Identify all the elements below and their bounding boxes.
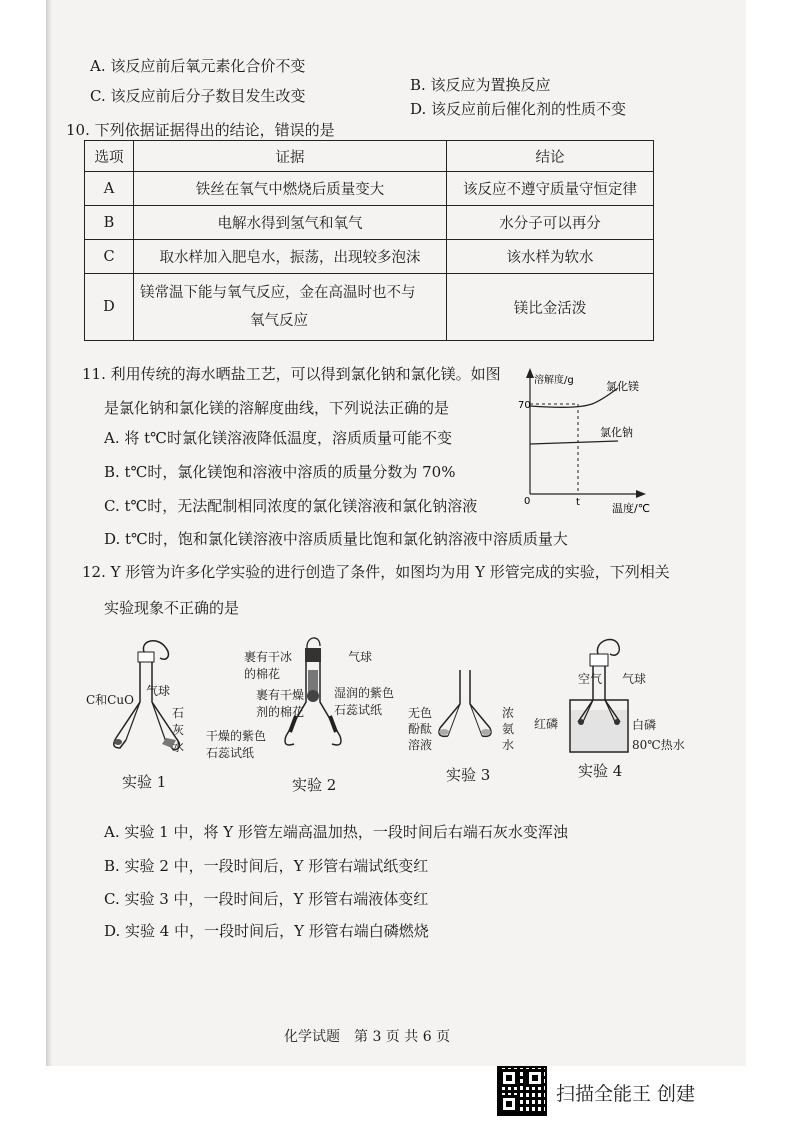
row-conclusion: 镁比金活泼 bbox=[447, 274, 654, 341]
balloon-icon bbox=[597, 639, 619, 655]
table-row bbox=[85, 172, 654, 206]
row-evidence: 取水样加入肥皂水，振荡，出现较多泡沫 bbox=[134, 240, 447, 274]
row-option: C bbox=[85, 240, 134, 274]
exp3-ammonia-2: 氨 bbox=[502, 722, 515, 736]
q12-option-d: D. 实验 4 中，一段时间后，Y 形管右端白磷燃烧 bbox=[104, 922, 429, 940]
exp2-drypaper-1: 干燥的紫色 bbox=[206, 729, 267, 743]
q10-stem: 10. 下列依据证据得出的结论，错误的是 bbox=[66, 121, 335, 139]
exp3-ammonia-1: 浓 bbox=[502, 706, 515, 720]
legend-nacl: 氯化钠 bbox=[600, 426, 633, 439]
header-option: 选项 bbox=[85, 141, 134, 172]
exp2-wet-1: 湿润的紫色 bbox=[334, 686, 395, 700]
q12-stem-line1: 12. Y 形管为许多化学实验的进行创造了条件，如图均为用 Y 形管完成的实验，下列相关 bbox=[82, 563, 670, 581]
y-axis-label: 溶解度/g bbox=[534, 375, 574, 386]
table-header-row bbox=[85, 141, 654, 172]
y-axis-arrow bbox=[526, 368, 534, 378]
origin-label: 0 bbox=[524, 496, 531, 507]
header-conclusion: 结论 bbox=[447, 141, 654, 172]
table-row bbox=[85, 206, 654, 240]
x-tick-t: t bbox=[576, 497, 580, 508]
exp3-phenol-3: 溶液 bbox=[408, 738, 433, 752]
exp3-phenol-1: 无色 bbox=[408, 706, 433, 720]
q11-option-a: A. 将 t℃时氯化镁溶液降低温度，溶质质量可能不变 bbox=[104, 429, 452, 447]
exp1-left-label: C和CuO bbox=[86, 693, 134, 707]
nacl-curve bbox=[530, 441, 618, 444]
exp2-drypaper-2: 石蕊试纸 bbox=[206, 746, 255, 760]
exp2-wet-2: 石蕊试纸 bbox=[334, 703, 383, 717]
balloon-icon bbox=[307, 638, 320, 648]
row-conclusion: 水分子可以再分 bbox=[447, 206, 654, 240]
x-axis-arrow bbox=[636, 490, 646, 498]
exp3-caption: 实验 3 bbox=[446, 766, 491, 784]
exp3-ammonia-3: 水 bbox=[502, 738, 515, 752]
exp1-lime-2: 灰 bbox=[172, 723, 185, 737]
table-row bbox=[85, 274, 654, 341]
evidence-table bbox=[84, 140, 654, 341]
exp1-lime-1: 石 bbox=[172, 706, 185, 720]
exp4-balloon-label: 气球 bbox=[622, 672, 647, 686]
row-evidence-line1: 镁常温下能与氧气反应，金在高温时也不与 bbox=[140, 285, 416, 301]
q9-option-b: B. 该反应为置换反应 bbox=[410, 76, 551, 94]
exp2-dry-1: 裹有干燥 bbox=[256, 688, 305, 702]
q12-stem-line2: 实验现象不正确的是 bbox=[104, 599, 240, 617]
page-footer: 化学试题 第 3 页 共 6 页 bbox=[284, 1029, 451, 1045]
exp1-balloon-label: 气球 bbox=[146, 684, 171, 698]
q11-option-d: D. t℃时，饱和氯化镁溶液中溶质质量比饱和氯化钠溶液中溶质质量大 bbox=[104, 530, 568, 548]
row-evidence: 电解水得到氢气和氧气 bbox=[134, 206, 447, 240]
row-option: B bbox=[85, 206, 134, 240]
x-axis-label: 温度/℃ bbox=[612, 502, 651, 515]
q9-option-d: D. 该反应前后催化剂的性质不变 bbox=[410, 100, 627, 118]
q12-option-a: A. 实验 1 中，将 Y 形管左端高温加热，一段时间后右端石灰水变浑浊 bbox=[104, 823, 568, 841]
solubility-chart bbox=[500, 364, 660, 524]
exp2-balloon-label: 气球 bbox=[348, 650, 373, 664]
scanner-watermark: 扫描全能王 创建 bbox=[556, 1083, 696, 1105]
exp2-ice-1: 裹有干冰 bbox=[244, 650, 293, 664]
q9-option-a: A. 该反应前后氧元素化合价不变 bbox=[90, 57, 306, 75]
row-evidence: 铁丝在氧气中燃烧后质量变大 bbox=[134, 172, 447, 206]
q11-option-c: C. t℃时，无法配制相同浓度的氯化镁溶液和氯化钠溶液 bbox=[104, 497, 478, 515]
q11-stem-line2: 是氯化钠和氯化镁的溶解度曲线，下列说法正确的是 bbox=[104, 399, 450, 417]
legend-mgcl2: 氯化镁 bbox=[606, 380, 639, 393]
exp2-dry-2: 剂的棉花 bbox=[256, 705, 305, 719]
table-row bbox=[85, 240, 654, 274]
y-tick-70: 70 bbox=[518, 400, 531, 411]
header-evidence: 证据 bbox=[134, 141, 447, 172]
exp4-caption: 实验 4 bbox=[578, 762, 623, 780]
row-conclusion: 该反应不遵守质量守恒定律 bbox=[447, 172, 654, 206]
exp1-lime-3: 水 bbox=[172, 740, 185, 754]
exp3-phenol-2: 酚酞 bbox=[408, 722, 433, 736]
q11-stem-line1: 11. 利用传统的海水晒盐工艺，可以得到氯化钠和氯化镁。如图 bbox=[82, 365, 501, 383]
row-evidence bbox=[134, 274, 447, 341]
exp2-ice-2: 的棉花 bbox=[244, 667, 281, 681]
row-evidence-line2: 氧气反应 bbox=[250, 313, 308, 329]
exp2-caption: 实验 2 bbox=[292, 776, 337, 794]
exp1-caption: 实验 1 bbox=[122, 773, 167, 791]
exp4-red-phosphorus: 红磷 bbox=[534, 717, 559, 731]
experiment-3-figure bbox=[432, 660, 502, 750]
row-option: A bbox=[85, 172, 134, 206]
row-conclusion: 该水样为软水 bbox=[447, 240, 654, 274]
exp4-white-phosphorus: 白磷 bbox=[632, 718, 657, 732]
exp4-air-label: 空气 bbox=[578, 672, 603, 686]
q11-option-b: B. t℃时，氯化镁饱和溶液中溶质的质量分数为 70% bbox=[104, 463, 456, 481]
row-option: D bbox=[85, 274, 134, 341]
q12-option-c: C. 实验 3 中，一段时间后，Y 形管右端液体变红 bbox=[104, 890, 429, 908]
q9-option-c: C. 该反应前后分子数目发生改变 bbox=[90, 87, 306, 105]
q12-option-b: B. 实验 2 中，一段时间后，Y 形管右端试纸变红 bbox=[104, 857, 429, 875]
exp4-hot-water: 80℃热水 bbox=[632, 738, 685, 752]
qr-code-icon bbox=[497, 1066, 547, 1116]
